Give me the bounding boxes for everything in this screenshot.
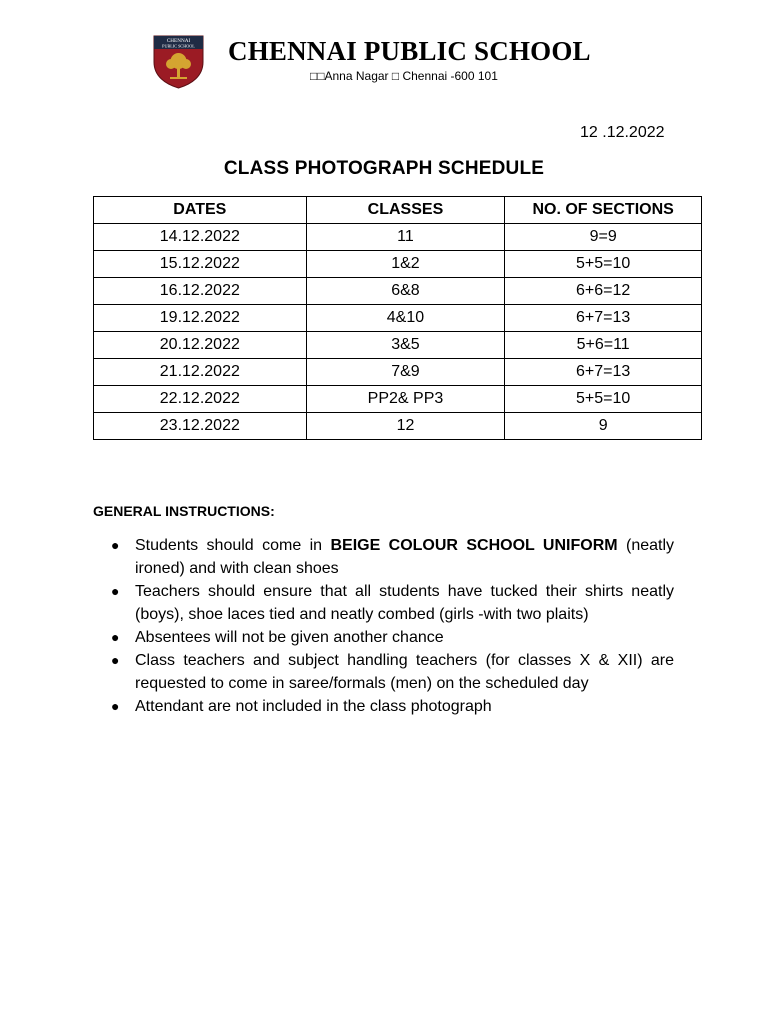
school-name: CHENNAI PUBLIC SCHOOL	[228, 36, 591, 66]
instructions-heading: GENERAL INSTRUCTIONS:	[93, 503, 275, 519]
list-item	[93, 534, 674, 580]
school-address: □□Anna Nagar □ Chennai -600 101	[310, 69, 498, 83]
svg-text:PUBLIC SCHOOL: PUBLIC SCHOOL	[162, 43, 195, 49]
bullet-icon: ●	[111, 629, 120, 645]
table-row	[94, 332, 702, 359]
document-date: 12 .12.2022	[580, 124, 665, 141]
list-item	[93, 695, 674, 718]
column-header-dates: DATES	[94, 197, 307, 224]
column-header-sections: NO. OF SECTIONS	[505, 197, 702, 224]
column-header-classes: CLASSES	[306, 197, 505, 224]
cell-sections: 6+7=13	[505, 359, 702, 386]
table-row	[94, 224, 702, 251]
bullet-icon: ●	[111, 698, 120, 714]
cell-date: 15.12.2022	[94, 251, 307, 278]
table-row	[94, 278, 702, 305]
instruction-emphasis: BEIGE COLOUR SCHOOL UNIFORM	[330, 537, 618, 554]
bullet-icon: ●	[111, 537, 120, 553]
instruction-text: Students should come in	[135, 537, 331, 554]
schedule-table	[93, 196, 702, 440]
table-row	[94, 251, 702, 278]
bullet-icon: ●	[111, 583, 120, 599]
cell-sections: 6+6=12	[505, 278, 702, 305]
instruction-text: (neatly ironed) and with clean shoes	[135, 537, 675, 577]
instruction-text: Attendant are not included in the class photograph	[135, 698, 492, 715]
table-header-row	[94, 197, 702, 224]
cell-date: 20.12.2022	[94, 332, 307, 359]
cell-classes: 11	[306, 224, 505, 251]
cell-classes: 1&2	[306, 251, 505, 278]
table-row	[94, 359, 702, 386]
table-row	[94, 413, 702, 440]
cell-classes: 3&5	[306, 332, 505, 359]
cell-sections: 5+5=10	[505, 386, 702, 413]
cell-sections: 5+6=11	[505, 332, 702, 359]
list-item	[93, 626, 674, 649]
cell-classes: 4&10	[306, 305, 505, 332]
document-title: CLASS PHOTOGRAPH SCHEDULE	[223, 158, 545, 179]
bullet-icon: ●	[111, 652, 120, 668]
cell-date: 23.12.2022	[94, 413, 307, 440]
list-item	[93, 649, 674, 695]
table-row	[94, 305, 702, 332]
cell-sections: 9	[505, 413, 702, 440]
school-crest-logo	[152, 34, 205, 89]
cell-date: 19.12.2022	[94, 305, 307, 332]
cell-sections: 9=9	[505, 224, 702, 251]
cell-sections: 5+5=10	[505, 251, 702, 278]
list-item	[93, 580, 674, 626]
instructions-list	[93, 534, 674, 718]
cell-sections: 6+7=13	[505, 305, 702, 332]
instruction-text: Class teachers and subject handling teachers (for classes X & XII) are requested to come in saree/formals (men) on the scheduled day	[135, 652, 674, 692]
cell-date: 14.12.2022	[94, 224, 307, 251]
svg-text:CHENNAI: CHENNAI	[166, 38, 191, 44]
cell-date: 21.12.2022	[94, 359, 307, 386]
cell-classes: 7&9	[306, 359, 505, 386]
instruction-text: Absentees will not be given another chance	[135, 629, 444, 646]
cell-classes: 12	[306, 413, 505, 440]
cell-date: 22.12.2022	[94, 386, 307, 413]
cell-classes: 6&8	[306, 278, 505, 305]
table-row	[94, 386, 702, 413]
cell-classes: PP2& PP3	[306, 386, 505, 413]
cell-date: 16.12.2022	[94, 278, 307, 305]
instruction-text: Teachers should ensure that all students have tucked their shirts neatly (boys), shoe laces tied and neatly combed (girls -with two plaits)	[135, 583, 674, 623]
